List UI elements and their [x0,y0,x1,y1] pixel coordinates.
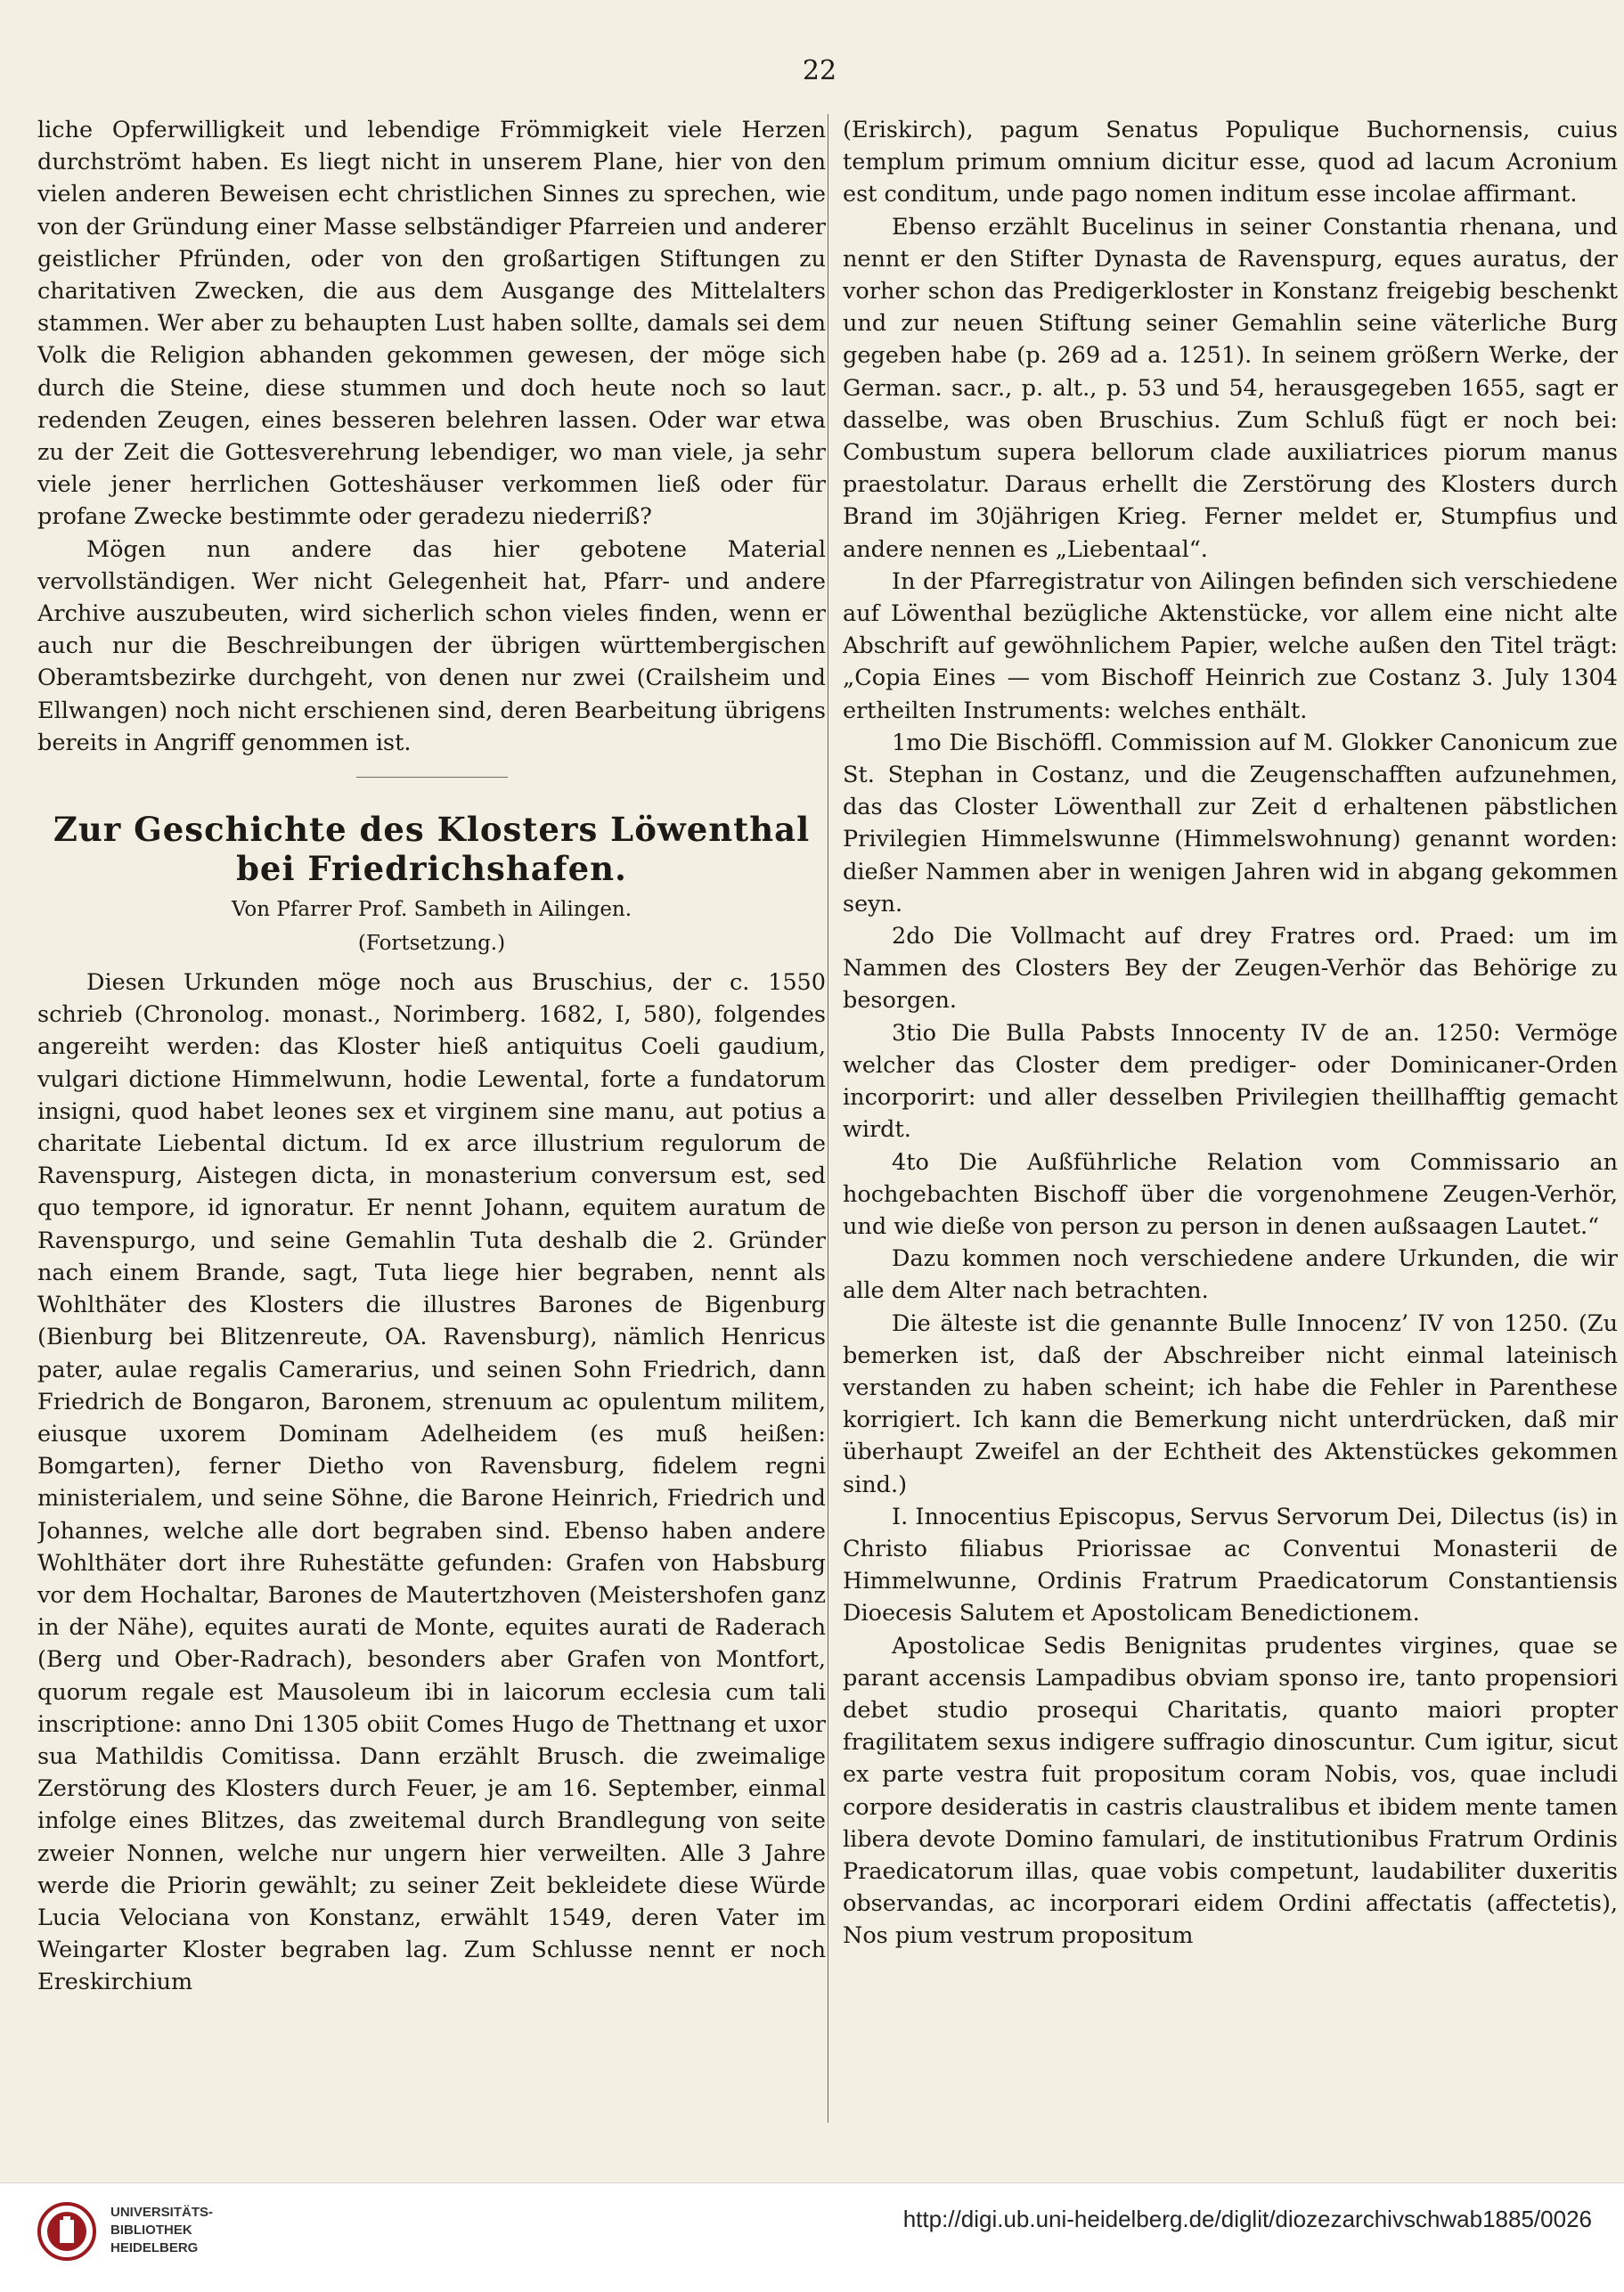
paragraph: liche Opferwilligkeit und lebendige Frömmigkeit viele Herzen durchströmt haben. Es liegt nicht in unserem Plane, hier von den vielen anderen Beweisen echt christlichen Sinnes zu sprechen, wie von der Gründung einer Masse selbständiger Pfarreien und anderer geistlicher Pfründen, oder von den großartigen Stiftungen zu charitativen Zwecken, die aus dem Ausgange des Mittelalters stammen. Wer aber zu behaupten Lust haben sollte, damals sei dem Volk die Religion abhanden gekommen gewesen, der möge sich durch die Steine, diese stummen und doch heute noch so laut redenden Zeugen, eines besseren belehren lassen. Oder war etwa zu der Zeit die Gottesverehrung lebendiger, wo man viele, ja sehr viele jener herrlichen Gotteshäuser verkommen ließ oder für profane Zwecke bestimmte oder geradezu niederriß? [37,117,826,531]
library-name-line: HEIDELBERG [110,2240,199,2255]
paragraph: Mögen nun andere das hier gebotene Material vervollständigen. Wer nicht Gelegenheit hat, Pfarr- und andere Archive auszubeuten, wird sicherlich schon vieles finden, wenn er auch nur die Beschreibungen der übrigen württembergischen Oberamtsbezirke durchgeht, von denen nur zwei (Crailsheim und Ellwangen) noch nicht erschienen sind, deren Bearbeitung übrigens bereits in Angriff genommen ist. [37,535,826,756]
section-divider [356,777,508,778]
paragraph: 4to Die Außführliche Relation vom Commissario an hochgebachten Bischoff über die vorgenohmene Zeugen-Verhör, und wie dieße von person zu person in denen außsaagen Lautet.“ [843,1148,1618,1240]
university-seal-icon [36,2200,98,2263]
source-url-link[interactable]: http://digi.ub.uni-heidelberg.de/diglit/diozezarchivschwab1885/0026 [902,2206,1592,2232]
right-column [843,114,1618,2105]
paragraph: 1mo Die Bischöffl. Commission auf M. Glokker Canonicum zue St. Stephan in Costanz, und die Zeugenschafften aufzunehmen, das das Closter Löwenthall zur Zeit d erhaltenen päbstlichen Privilegien Himmelswunne (Himmelswohnung) genannt worden: dießer Nammen aber in wenigen Jahren wid in abgang gekommen seyn. [843,729,1618,918]
page-number: 22 [802,55,837,86]
library-name-line: BIBLIOTHEK [110,2223,192,2238]
library-name [110,2204,342,2257]
paragraph: Apostolicae Sedis Benignitas prudentes virgines, quae se parant accensis Lampadibus obviam sponso ire, tanto propensiori debet studio prosequi Charitatis, quanto maiori propter fragilitatem sexus indigere suffragio dinoscuntur. Cum igitur, sicut ex parte vestra fuit propositum coram Nobis, vos, quae includi corpore desideratis in castris claustralibus et ibidem mente tamen libera devote Domino famulari, de institutionibus Fratrum Ordinis Praedicatorum illas, quae vobis competunt, laudabiliter duxeritis observandas, ac incorporari eidem Ordini affectatis (affectetis), Nos pium vestrum propositum [843,1632,1618,1950]
paragraph: 3tio Die Bulla Pabsts Innocenty IV de an. 1250: Vermöge welcher das Closter dem prediger- oder Dominicaner-Orden incorporirt: und aller desselben Privilegien theillhafftig gemacht wirdt. [843,1019,1618,1144]
paragraph: I. Innocentius Episcopus, Servus Servorum Dei, Dilectus (is) in Christo filiabus Priorissae ac Conventui Monasterii de Himmelwunne, Ordinis Fratrum Praedicatorum Constantiensis Dioecesis Salutem et Apostolicam Benedictionem. [843,1503,1618,1627]
continuation-note: (Fortsetzung.) [357,932,506,956]
library-name-line: UNIVERSITÄTS- [110,2205,214,2220]
paragraph: (Eriskirch), pagum Senatus Populique Buchornensis, cuius templum primum omnium dicitur esse, quod ad lacum Acronium est conditum, unde pago nomen inditum esse incolae affirmant. [843,117,1618,208]
paragraph: 2do Die Vollmacht auf drey Fratres ord. Praed: um im Nammen des Closters Bey der Zeugen-Verhör das Behörige zu besorgen. [843,923,1618,1015]
paragraph: Ebenso erzählt Bucelinus in seiner Constantia rhenana, und nennt er den Stifter Dynasta de Ravenspurg, eques auratus, der vorher schon das Predigerkloster in Konstanz freigebig beschenkt und zur neuen Stiftung seiner Gemahlin seine väterliche Burg gegeben habe (p. 269 ad a. 1251). In seinem größern Werke, der German. sacr., p. alt., p. 53 und 54, herausgegeben 1655, sagt er dasselbe, was oben Bruschius. Zum Schluß fügt er noch bei: Combustum supera bellorum clade auxiliatrices piorum manus praestolatur. Daraus erhellt die Zerstörung des Klosters durch Brand im 30jährigen Krieg. Ferner meldet er, Stumpfius und andere nennen es „Liebentaal“. [843,213,1618,563]
paragraph: Die älteste ist die genannte Bulle Innocenz’ IV von 1250. (Zu bemerken ist, daß der Abschreiber nicht einmal lateinisch verstanden zu haben scheint; ich habe die Fehler in Parenthese korrigiert. Ich kann die Bemerkung nicht unterdrücken, daß mir überhaupt Zweifel an der Echtheit des Aktenstückes gekommen sind.) [843,1309,1618,1498]
article-byline: Von Pfarrer Prof. Sambeth in Ailingen. [231,898,632,922]
paragraph: In der Pfarregistratur von Ailingen befinden sich verschiedene auf Löwenthal bezügliche Aktenstücke, vor allem eine nicht alte Abschrift auf gewöhnlichem Papier, welche außen den Titel trägt: „Copia Eines — vom Bischoff Heinrich zue Costanz 3. July 1304 ertheilten Instruments: welches enthält. [843,567,1618,724]
left-column [37,114,826,2105]
paragraph: Diesen Urkunden möge noch aus Bruschius, der c. 1550 schrieb (Chronolog. monast., Norimberg. 1682, I, 580), folgendes angereiht werden: das Kloster hieß antiquitus Coeli gaudium, vulgari dictione Himmelwunn, hodie Lewental, forte a fundatorum insigni, quod habet leones sex et virginem sine manu, aut potius a charitate Liebental dictum. Id ex arce illustrium regulorum de Ravenspurg, Aistegen dicta, in monasterium conversum est, sed quo tempore, id ignoratur. Er nennt Johann, equitem auratum de Ravenspurgo, und seine Gemahlin Tuta deshalb die 2. Gründer nach einem Brande, sagt, Tuta liege hier begraben, nennt als Wohlthäter des Klosters die illustres Barones de Bigenburg (Bienburg bei Blitzenreute, OA. Ravensburg), nämlich Henricus pater, aulae regalis Camerarius, und seinen Sohn Friedrich, dann Friedrich de Bongaron, Baronem, strenuum ac opulentum militem, eiusque uxorem Dominam Adelheidem (es muß heißen: Bomgarten), ferner Dietho von Ravensburg, fidelem regni ministerialem, und seine Söhne, die Barone Heinrich, Friedrich und Johannes, welche alle dort begraben sind. Ebenso haben andere Wohlthäter dort ihre Ruhestätte gefunden: Grafen von Habsburg vor dem Hochaltar, Barones de Mautertzhoven (Meistershofen ganz in der Nähe), equites aurati de Monte, equites aurati de Raderach (Berg und Ober-Radrach), besonders aber Grafen von Montfort, quorum regale est Mausoleum ibi in laicorum ecclesia cum tali inscriptione: anno Dni 1305 obiit Comes Hugo de Thettnang et uxor sua Mathildis Comitissa. Dann erzählt Brusch. die zweimalige Zerstörung des Klosters durch Feuer, je am 16. September, einmal infolge eines Blitzes, das zweitemal durch Brandlegung von seite zweier Nonnen, welche nur ungern hier verweilten. Alle 3 Jahre werde die Priorin gewählt; zu seiner Zeit bekleidete diese Würde Lucia Velociana von Konstanz, erwählt 1549, deren Vater im Weingarter Kloster begraben lag. Zum Schlusse nennt er noch Ereskirchium [37,969,826,1996]
paragraph: Dazu kommen noch verschiedene andere Urkunden, die wir alle dem Alter nach betrachten. [843,1245,1618,1305]
article-title: Zur Geschichte des Klosters Löwenthal bei Friedrichshafen. [53,810,811,889]
